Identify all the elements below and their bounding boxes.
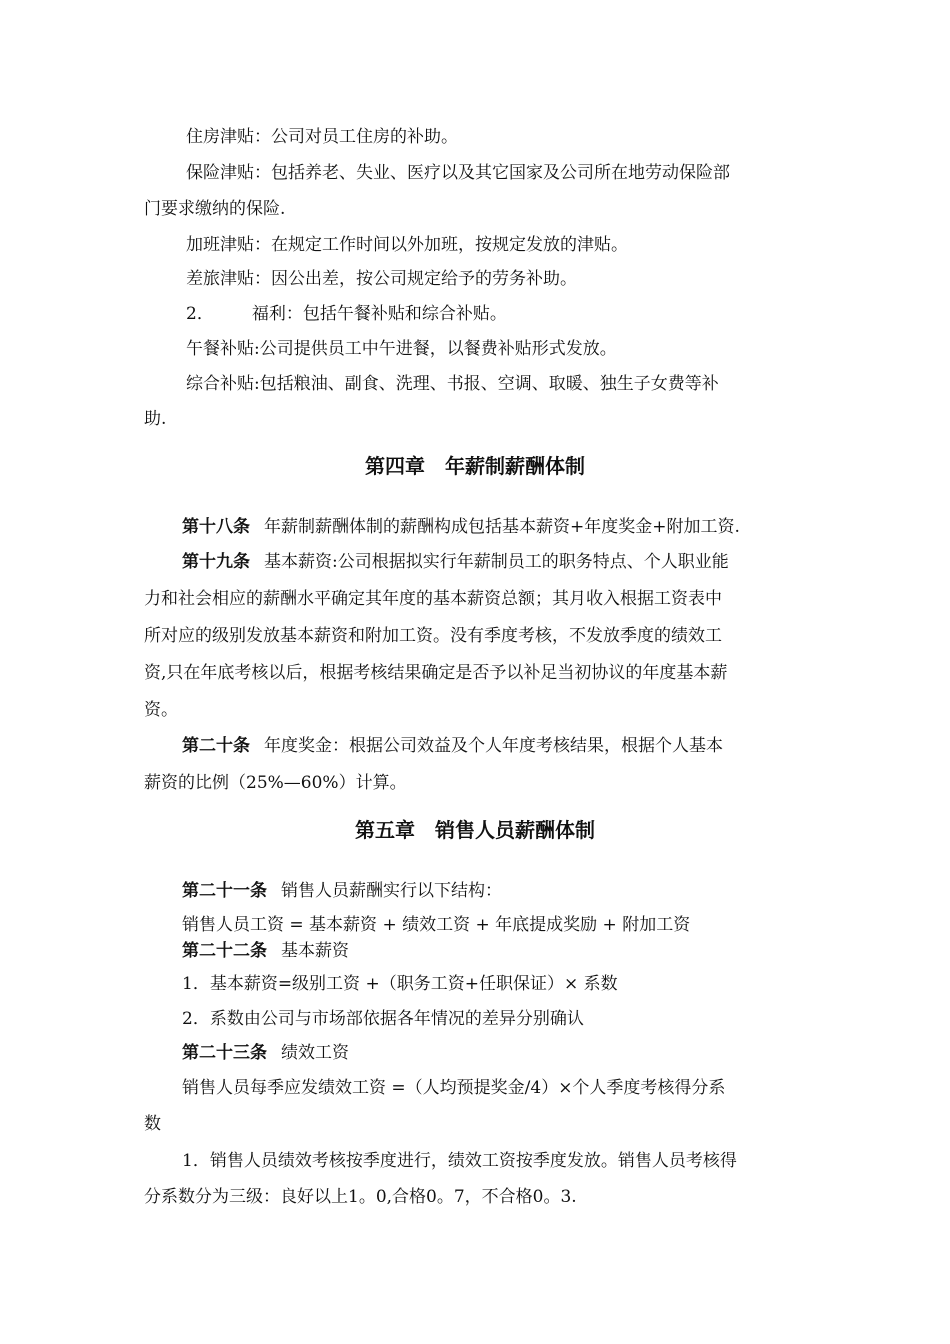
housing-allowance-para: 住房津贴：公司对员工住房的补助。 <box>186 127 458 147</box>
article-19-line-2: 力和社会相应的薪酬水平确定其年度的基本薪资总额；其月收入根据工资表中 <box>144 589 722 609</box>
general-subsidy-para-cont: 助. <box>144 409 167 429</box>
article-20-line-2: 薪资的比例（25%—60%）计算。 <box>144 773 407 793</box>
article-19-line-4: 资,只在年底考核以后，根据考核结果确定是否予以补足当初协议的年度基本薪 <box>144 663 728 683</box>
performance-pay-formula-cont: 数 <box>144 1114 161 1134</box>
article-18-text: 年薪制薪酬体制的薪酬构成包括基本薪资+年度奖金+附加工资. <box>264 517 740 537</box>
general-subsidy-para: 综合补贴:包括粮油、副食、洗理、书报、空调、取暖、独生子女费等补 <box>186 374 719 394</box>
insurance-allowance-para-cont: 门要求缴纳的保险. <box>144 199 286 219</box>
base-salary-item-1: 1．基本薪资=级别工资 +（职务工资+任职保证）× 系数 <box>182 974 618 994</box>
article-21-label: 第二十一条 <box>182 881 267 901</box>
performance-item-1: 1．销售人员绩效考核按季度进行，绩效工资按季度发放。销售人员考核得 <box>182 1151 737 1171</box>
article-20 <box>182 734 723 758</box>
article-19-line-5: 资。 <box>144 700 178 720</box>
article-20-text: 年度奖金：根据公司效益及个人年度考核结果，根据个人基本 <box>264 736 723 756</box>
performance-item-1-cont: 分系数分为三级：良好以上1。0,合格0。7，不合格0。3. <box>144 1187 577 1207</box>
welfare-para <box>186 302 507 326</box>
welfare-number: 2． <box>186 304 214 324</box>
performance-pay-formula: 销售人员每季应发绩效工资 =（人均预提奖金/4）×个人季度考核得分系 <box>182 1078 726 1098</box>
article-19-text: 基本薪资:公司根据拟实行年薪制员工的职务特点、个人职业能 <box>264 552 729 572</box>
base-salary-item-2: 2．系数由公司与市场部依据各年情况的差异分别确认 <box>182 1009 584 1029</box>
article-19-label: 第十九条 <box>182 552 250 572</box>
article-22-text: 基本薪资 <box>281 941 349 961</box>
chapter-5-heading: 第五章 销售人员薪酬体制 <box>355 818 595 842</box>
article-19-line-3: 所对应的级别发放基本薪资和附加工资。没有季度考核，不发放季度的绩效工 <box>144 626 722 646</box>
article-19 <box>182 550 729 574</box>
article-23 <box>182 1041 349 1065</box>
article-21 <box>182 879 502 903</box>
article-22 <box>182 939 349 963</box>
article-22-label: 第二十二条 <box>182 941 267 961</box>
article-23-text: 绩效工资 <box>281 1043 349 1063</box>
salary-formula: 销售人员工资 = 基本薪资 + 绩效工资 + 年底提成奖励 + 附加工资 <box>182 915 691 935</box>
welfare-text: 福利：包括午餐补贴和综合补贴。 <box>251 304 507 324</box>
insurance-allowance-para: 保险津贴：包括养老、失业、医疗以及其它国家及公司所在地劳动保险部 <box>186 163 730 183</box>
article-21-text: 销售人员薪酬实行以下结构： <box>281 881 502 901</box>
overtime-allowance-para: 加班津贴：在规定工作时间以外加班，按规定发放的津贴。 <box>186 235 628 255</box>
article-20-label: 第二十条 <box>182 736 250 756</box>
article-18 <box>182 515 740 539</box>
chapter-4-heading: 第四章 年薪制薪酬体制 <box>365 454 585 478</box>
article-18-label: 第十八条 <box>182 517 250 537</box>
travel-allowance-para: 差旅津贴：因公出差，按公司规定给予的劳务补助。 <box>186 269 577 289</box>
article-23-label: 第二十三条 <box>182 1043 267 1063</box>
lunch-subsidy-para: 午餐补贴:公司提供员工中午进餐，以餐费补贴形式发放。 <box>186 339 617 359</box>
